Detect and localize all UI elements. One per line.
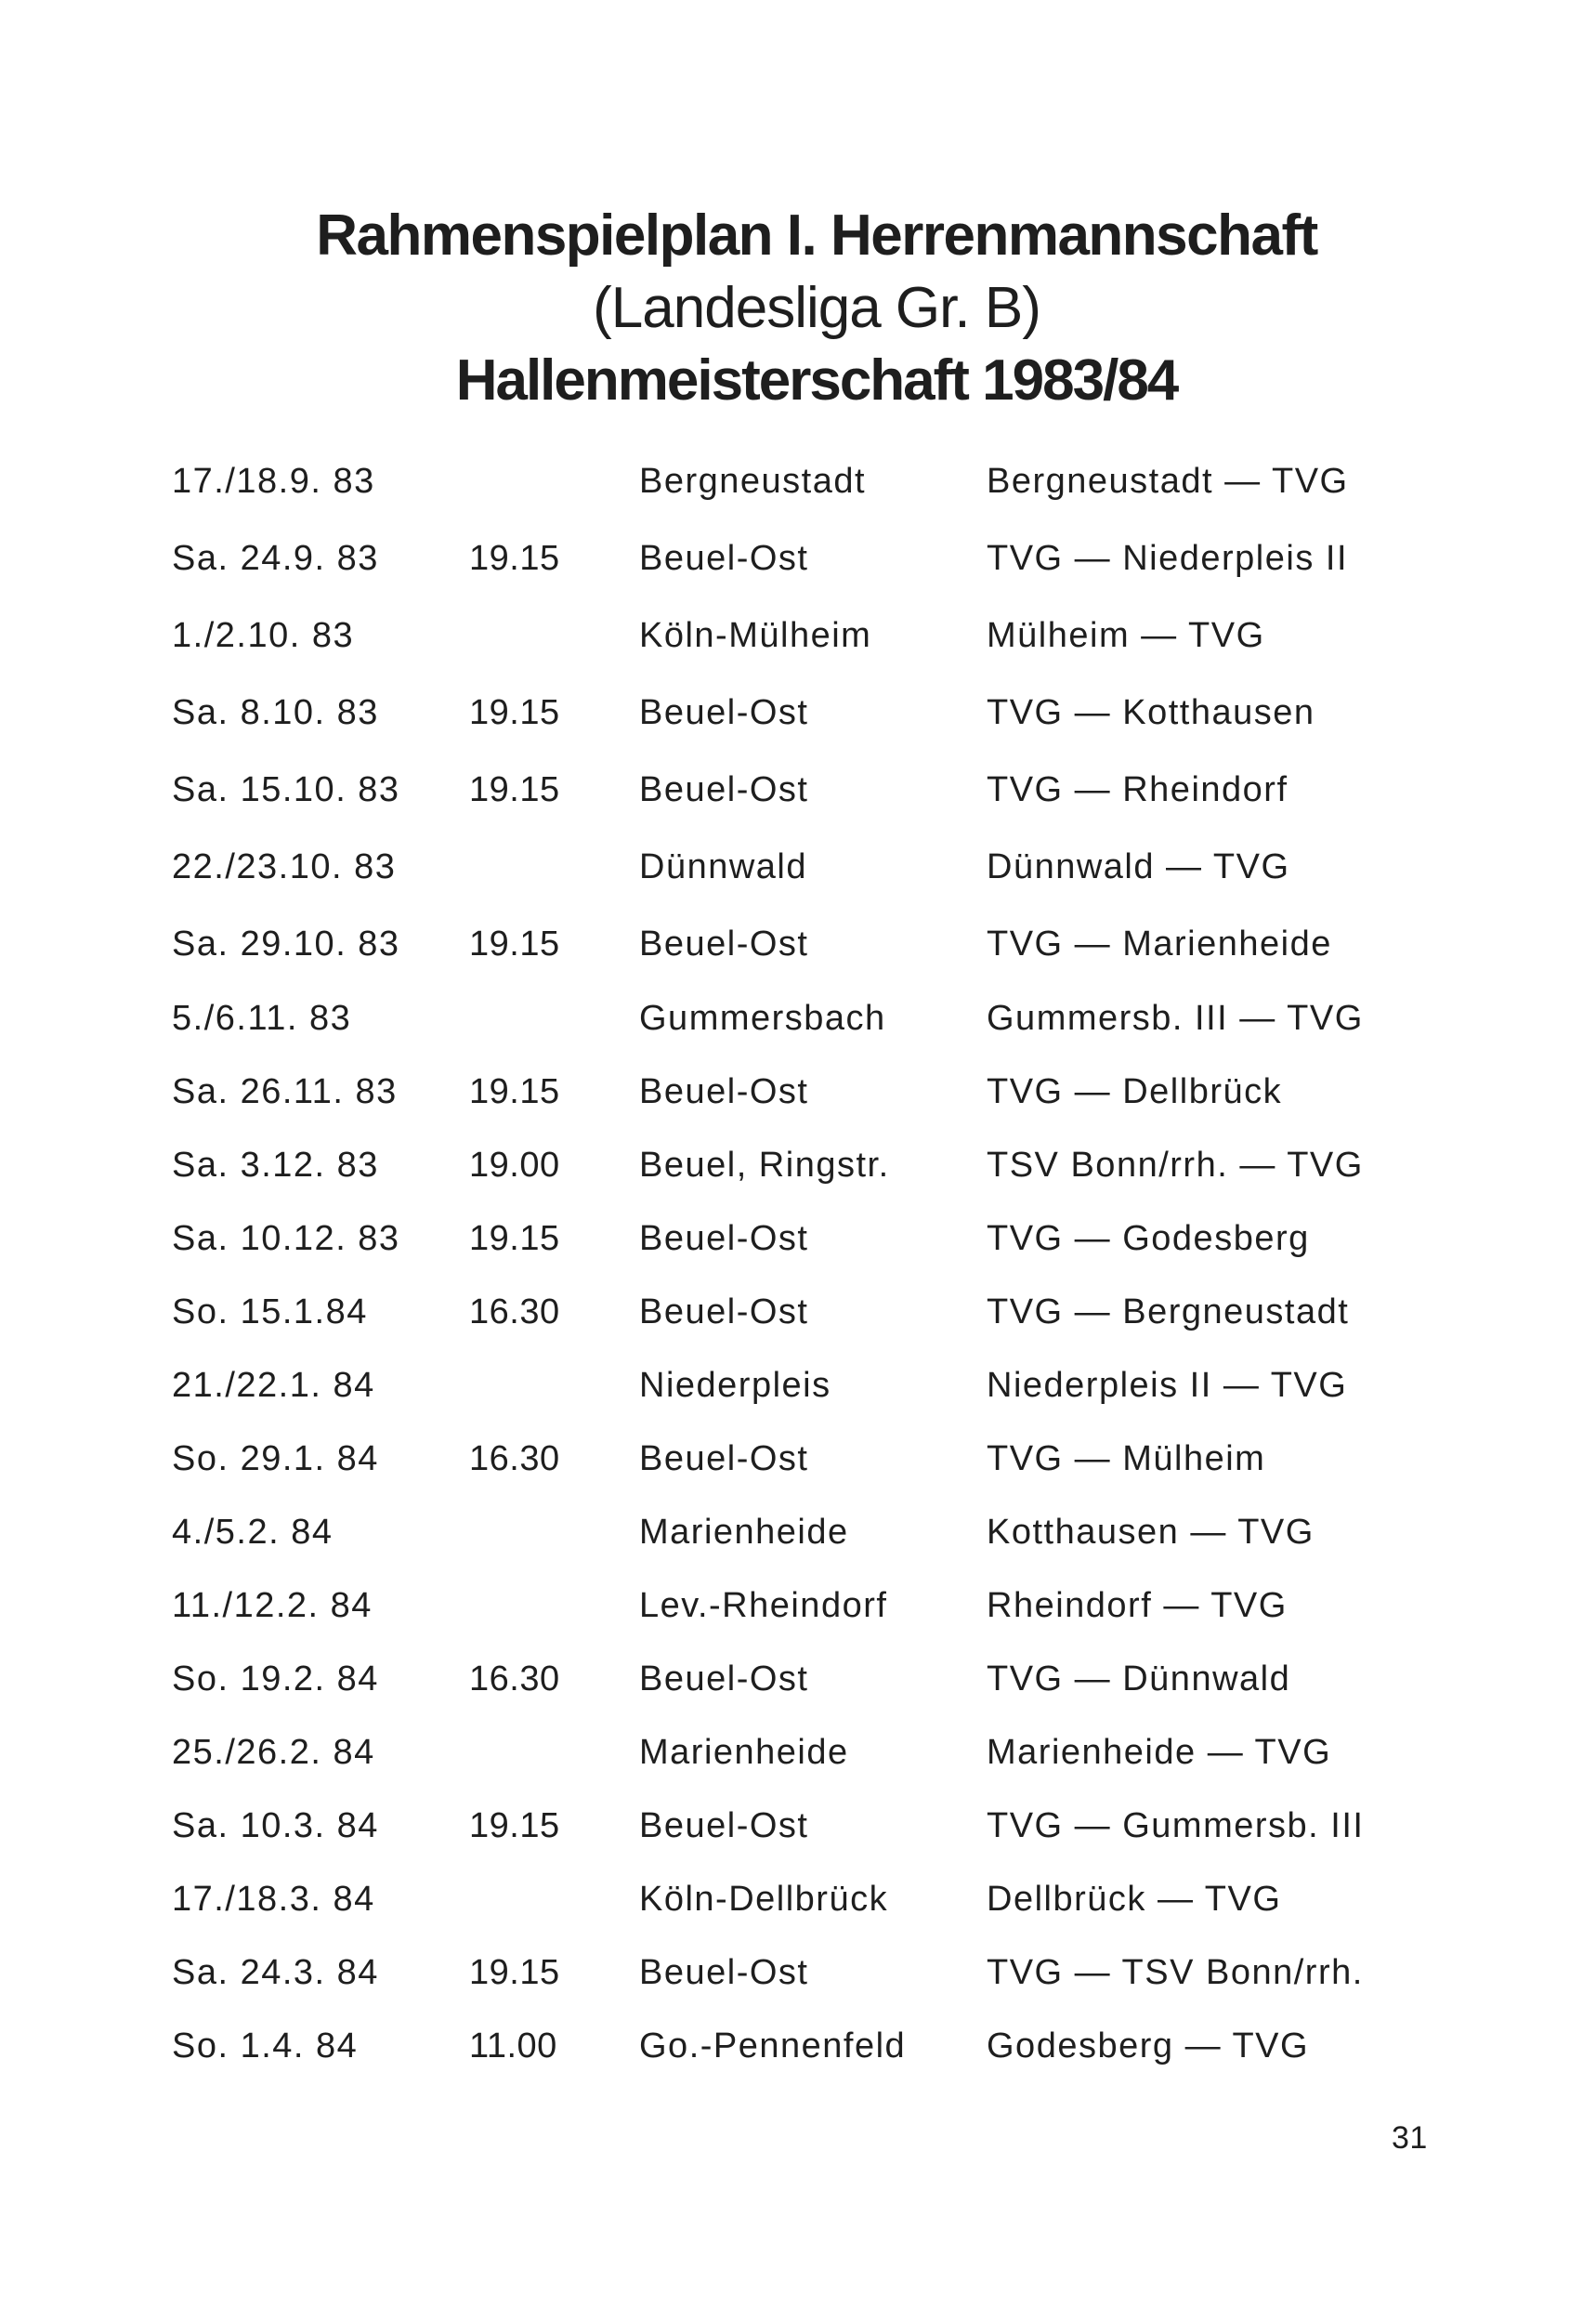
venue-cell: Lev.-Rheindorf (639, 1586, 888, 1625)
table-row (0, 1871, 1596, 1927)
venue-cell: Niederpleis (639, 1366, 831, 1405)
venue-cell: Bergneustadt (639, 462, 867, 501)
match-cell: Dünnwald — TVG (987, 847, 1290, 886)
table-row (0, 453, 1596, 509)
match-cell: Rheindorf — TVG (987, 1586, 1288, 1625)
venue-cell: Dünnwald (639, 847, 807, 886)
table-row (0, 531, 1596, 586)
match-cell: Gummersb. III — TVG (987, 999, 1364, 1038)
venue-cell: Beuel-Ost (639, 1659, 809, 1698)
date-cell: 17./18.3. 84 (172, 1880, 375, 1919)
date-cell: 21./22.1. 84 (172, 1366, 375, 1405)
match-cell: Niederpleis II — TVG (987, 1366, 1348, 1405)
date-cell: 22./23.10. 83 (172, 847, 397, 886)
time-cell: 19.00 (469, 1146, 560, 1185)
table-row (0, 1945, 1596, 2000)
date-cell: 5./6.11. 83 (172, 999, 352, 1038)
time-cell: 16.30 (469, 1292, 560, 1331)
date-cell: Sa. 15.10. 83 (172, 770, 400, 809)
venue-cell: Beuel-Ost (639, 1439, 809, 1478)
match-cell: Dellbrück — TVG (987, 1880, 1282, 1919)
table-row (0, 685, 1596, 741)
venue-cell: Beuel-Ost (639, 539, 809, 578)
date-cell: Sa. 24.3. 84 (172, 1953, 379, 1992)
time-cell: 19.15 (469, 1072, 560, 1111)
table-row (0, 990, 1596, 1046)
date-cell: 25./26.2. 84 (172, 1733, 375, 1772)
match-cell: TVG — Rheindorf (987, 770, 1289, 809)
venue-cell: Marienheide (639, 1513, 849, 1552)
time-cell: 16.30 (469, 1659, 560, 1698)
time-cell: 16.30 (469, 1439, 560, 1478)
match-cell: TVG — Dellbrück (987, 1072, 1283, 1111)
season-title: Hallenmeisterschaft 1983/84 (455, 348, 1178, 413)
match-cell: TVG — Mülheim (987, 1439, 1266, 1478)
time-cell: 19.15 (469, 925, 560, 964)
match-cell: Mülheim — TVG (987, 616, 1265, 655)
table-row (0, 1357, 1596, 1413)
venue-cell: Köln-Mülheim (639, 616, 872, 655)
match-cell: TSV Bonn/rrh. — TVG (987, 1146, 1364, 1185)
match-cell: TVG — Niederpleis II (987, 539, 1348, 578)
date-cell: 17./18.9. 83 (172, 462, 375, 501)
table-row (0, 1064, 1596, 1120)
time-cell: 19.15 (469, 1953, 560, 1992)
match-cell: TVG — Kotthausen (987, 693, 1315, 732)
header (0, 200, 1596, 417)
venue-cell: Marienheide (639, 1733, 849, 1772)
venue-cell: Beuel-Ost (639, 693, 809, 732)
time-cell: 19.15 (469, 693, 560, 732)
date-cell: Sa. 10.12. 83 (172, 1219, 400, 1258)
venue-cell: Beuel-Ost (639, 1219, 809, 1258)
date-cell: Sa. 29.10. 83 (172, 925, 400, 964)
match-cell: Kotthausen — TVG (987, 1513, 1315, 1552)
date-cell: Sa. 10.3. 84 (172, 1806, 379, 1845)
table-row (0, 1651, 1596, 1707)
table-row (0, 762, 1596, 818)
time-cell: 19.15 (469, 770, 560, 809)
match-cell: TVG — Dünnwald (987, 1659, 1291, 1698)
match-cell: Bergneustadt — TVG (987, 462, 1349, 501)
page-number: 31 (1392, 2120, 1428, 2156)
date-cell: So. 19.2. 84 (172, 1659, 379, 1698)
table-row (0, 1578, 1596, 1633)
match-cell: TVG — Bergneustadt (987, 1292, 1350, 1331)
date-cell: Sa. 24.9. 83 (172, 539, 379, 578)
match-cell: TVG — Marienheide (987, 925, 1332, 964)
date-cell: So. 29.1. 84 (172, 1439, 379, 1478)
venue-cell: Beuel-Ost (639, 1806, 809, 1845)
venue-cell: Beuel-Ost (639, 925, 809, 964)
date-cell: Sa. 8.10. 83 (172, 693, 379, 732)
venue-cell: Beuel-Ost (639, 1292, 809, 1331)
table-row (0, 1798, 1596, 1854)
venue-cell: Beuel-Ost (639, 1953, 809, 1992)
time-cell: 19.15 (469, 1219, 560, 1258)
venue-cell: Beuel-Ost (639, 770, 809, 809)
date-cell: 11./12.2. 84 (172, 1586, 373, 1625)
venue-cell: Gummersbach (639, 999, 886, 1038)
time-cell: 19.15 (469, 1806, 560, 1845)
match-cell: TVG — Godesberg (987, 1219, 1310, 1258)
date-cell: So. 1.4. 84 (172, 2026, 359, 2065)
league-subtitle: (Landesliga Gr. B) (593, 276, 1040, 340)
table-row (0, 1211, 1596, 1266)
table-row (0, 608, 1596, 663)
page-title: Rahmenspielplan I. Herrenmannschaft (316, 203, 1317, 268)
match-cell: TVG — TSV Bonn/rrh. (987, 1953, 1364, 1992)
table-row (0, 1504, 1596, 1560)
date-cell: So. 15.1.84 (172, 1292, 368, 1331)
date-cell: 4./5.2. 84 (172, 1513, 334, 1552)
match-cell: Godesberg — TVG (987, 2026, 1310, 2065)
date-cell: Sa. 3.12. 83 (172, 1146, 379, 1185)
venue-cell: Beuel-Ost (639, 1072, 809, 1111)
table-row (0, 2018, 1596, 2074)
date-cell: 1./2.10. 83 (172, 616, 355, 655)
table-row (0, 1284, 1596, 1340)
venue-cell: Köln-Dellbrück (639, 1880, 889, 1919)
table-row (0, 1431, 1596, 1487)
date-cell: Sa. 26.11. 83 (172, 1072, 398, 1111)
time-cell: 19.15 (469, 539, 560, 578)
table-row (0, 1724, 1596, 1780)
time-cell: 11.00 (469, 2026, 557, 2065)
table-row (0, 916, 1596, 972)
match-cell: Marienheide — TVG (987, 1733, 1332, 1772)
venue-cell: Go.-Pennenfeld (639, 2026, 907, 2065)
match-cell: TVG — Gummersb. III (987, 1806, 1365, 1845)
table-row (0, 839, 1596, 895)
venue-cell: Beuel, Ringstr. (639, 1146, 890, 1185)
table-row (0, 1137, 1596, 1193)
